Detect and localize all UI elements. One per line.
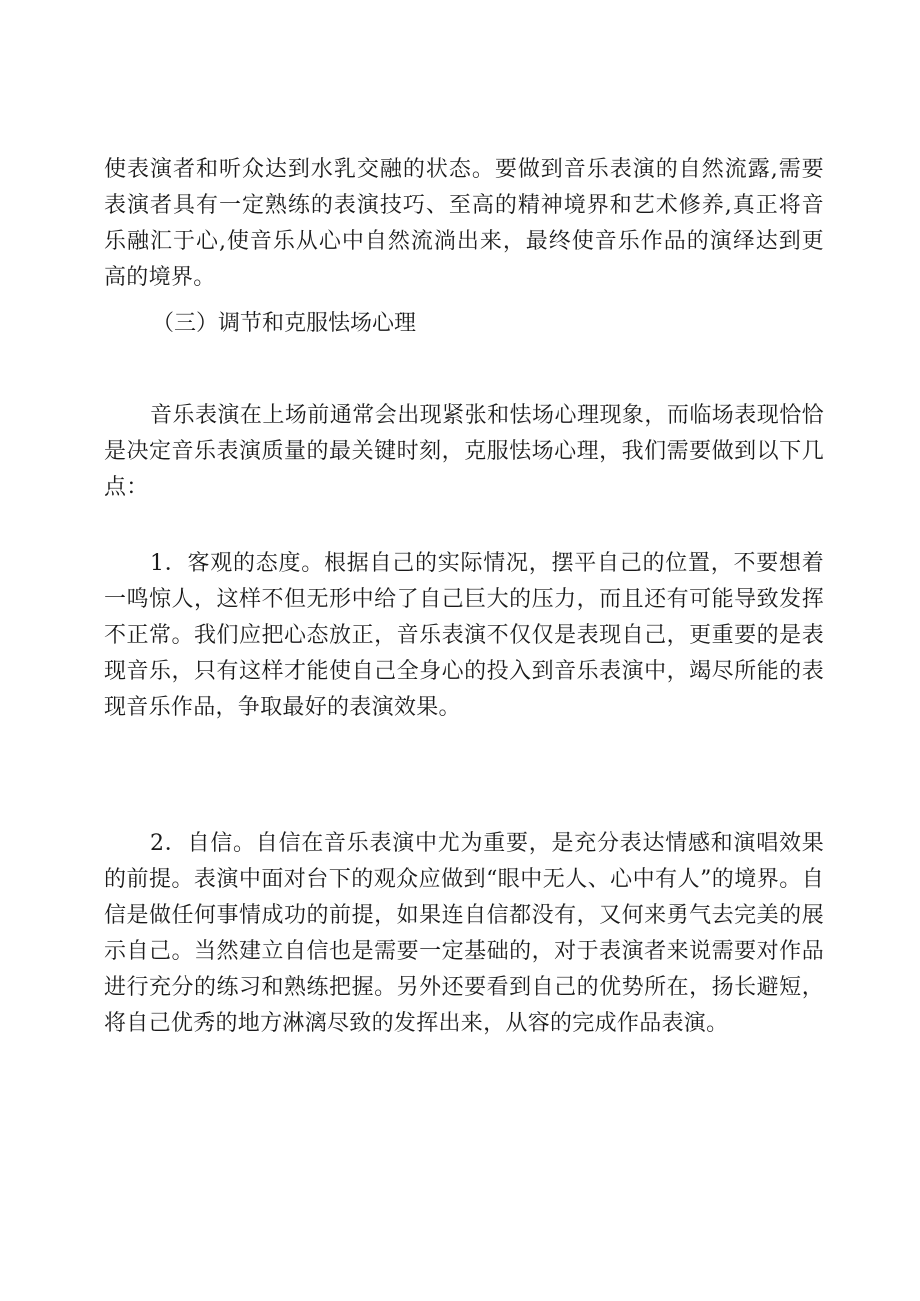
paragraph-continuation: 使表演者和听众达到水乳交融的状态。要做到音乐表演的自然流露,需要表演者具有一定熟练的表演技巧、至高的精神境界和艺术修养,真正将音乐融汇于心,使音乐从心中自然流淌出来，最终使音乐作品的演绎达到更高的境界。 — [104, 157, 824, 290]
paragraph-intro: 音乐表演在上场前通常会出现紧张和怯场心理现象，而临场表现恰恰是决定音乐表演质量的最关键时刻，克服怯场心理，我们需要做到以下几点： — [104, 403, 824, 500]
paragraph-point-2: 2．自信。自信在音乐表演中尤为重要，是充分表达情感和演唱效果的前提。表演中面对台下的观众应做到“眼中无人、心中有人”的境界。自信是做任何事情成功的前提，如果连自信都没有，又何来勇气去完美的展示自己。当然建立自信也是需要一定基础的，对于表演者来说需要对作品进行充分的练习和熟练把握。另外还要看到自己的优势所在，扬长避短，将自己优秀的地方淋漓尽致的发挥出来，从容的完成作品表演。 — [104, 831, 824, 1036]
section-heading: （三）调节和克服怯场心理 — [152, 311, 417, 336]
paragraph-point-1: 1．客观的态度。根据自己的实际情况，摆平自己的位置，不要想着一鸣惊人，这样不但无形中给了自己巨大的压力，而且还有可能导致发挥不正常。我们应把心态放正，音乐表演不仅仅是表现自己，更重要的是表现音乐，只有这样才能使自己全身心的投入到音乐表演中，竭尽所能的表现音乐作品，争取最好的表演效果。 — [104, 551, 824, 720]
